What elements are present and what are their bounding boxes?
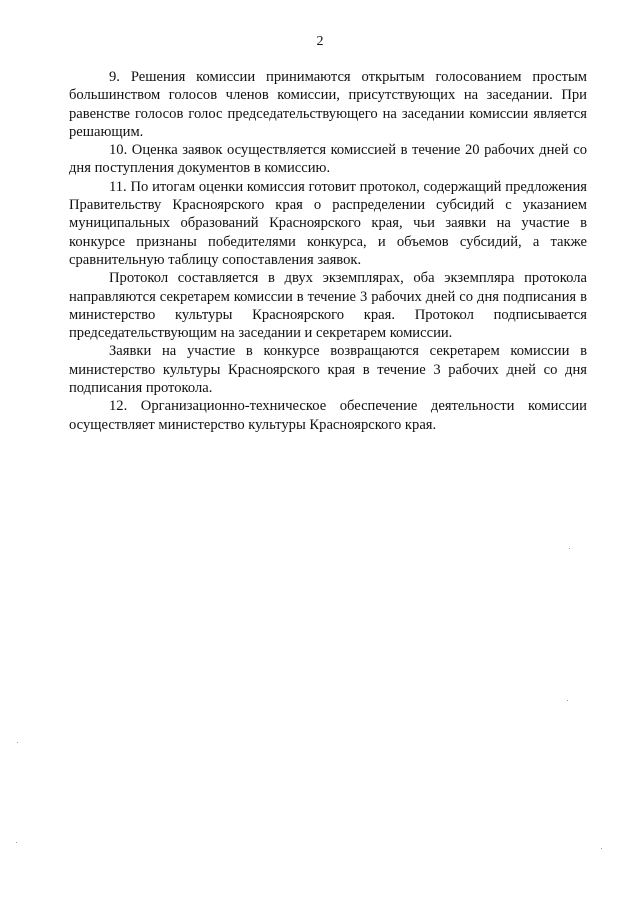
scan-speck xyxy=(17,742,18,743)
paragraph-item-12: 12. Организационно-техническое обеспечение деятельности комиссии осуществляет министерство культуры Красноярского края. xyxy=(69,398,587,433)
paragraph-protocol: Протокол составляется в двух экземплярах, оба экземпляра протокола направляются секретарем комиссии в течение 3 рабочих дней со дня подписания в министерство культуры Красноярского края. Протокол подписывается председательствующим на заседании и секретарем комиссии. xyxy=(69,270,587,342)
page-number: 2 xyxy=(316,34,324,49)
paragraph-applications-return: Заявки на участие в конкурсе возвращаются секретарем комиссии в министерство культуры Красноярского края в течение 3 рабочих дней со дня подписания протокола. xyxy=(69,343,587,397)
scan-speck xyxy=(601,848,602,849)
document-body xyxy=(69,68,587,434)
scan-speck xyxy=(567,700,568,701)
scan-speck xyxy=(16,842,17,843)
paragraph-item-11: 11. По итогам оценки комиссия готовит протокол, содержащий предложения Правительству Красноярского края о распределении субсидий с указанием муниципальных образований Красноярского края, чьи заявки на участие в конкурсе признаны победителями конкурса, и объемов субсидий, а также сравнительную таблицу сопоставления заявок. xyxy=(69,178,587,268)
paragraph-item-9: 9. Решения комиссии принимаются открытым голосованием простым большинством голосов членов комиссии, присутствующих на заседании. При равенстве голосов голос председательствующего на заседании комиссии является решающим. xyxy=(69,69,587,140)
scan-speck xyxy=(569,548,570,549)
paragraph-item-10: 10. Оценка заявок осуществляется комиссией в течение 20 рабочих дней со дня поступления документов в комиссию. xyxy=(69,142,587,177)
